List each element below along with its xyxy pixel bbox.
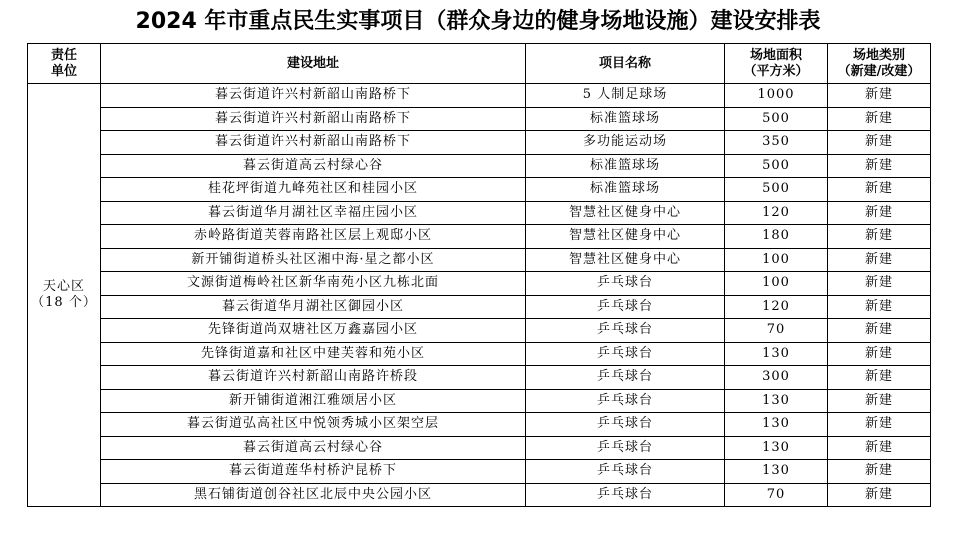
type-cell: 新建: [828, 201, 931, 225]
type-cell: 新建: [828, 366, 931, 390]
project-cell: 智慧社区健身中心: [526, 201, 725, 225]
table-row: [28, 272, 931, 296]
project-cell: 乒乓球台: [526, 460, 725, 484]
type-cell: 新建: [828, 319, 931, 343]
address-cell: 先锋街道嘉和社区中建芙蓉和苑小区: [101, 342, 526, 366]
project-cell: 乒乓球台: [526, 272, 725, 296]
table-row: [28, 483, 931, 507]
header-unit-line2: 单位: [50, 63, 77, 79]
table-row: [28, 154, 931, 178]
table-row: [28, 413, 931, 437]
project-cell: 乒乓球台: [526, 389, 725, 413]
type-cell: 新建: [828, 436, 931, 460]
address-cell: 暮云街道华月湖社区御园小区: [101, 295, 526, 319]
header-area-line1: 场地面积: [749, 47, 802, 63]
address-cell: 新开铺街道桥头社区湘中海·星之都小区: [101, 248, 526, 272]
address-cell: 暮云街道许兴村新韶山南路桥下: [101, 84, 526, 108]
area-cell: 500: [725, 107, 828, 131]
address-cell: 暮云街道高云村绿心谷: [101, 154, 526, 178]
project-cell: 标准篮球场: [526, 154, 725, 178]
project-cell: 乒乓球台: [526, 342, 725, 366]
type-cell: 新建: [828, 413, 931, 437]
area-cell: 500: [725, 154, 828, 178]
type-cell: 新建: [828, 483, 931, 507]
type-cell: 新建: [828, 342, 931, 366]
project-cell: 乒乓球台: [526, 366, 725, 390]
area-cell: 120: [725, 295, 828, 319]
address-cell: 暮云街道高云村绿心谷: [101, 436, 526, 460]
address-cell: 先锋街道尚双塘社区万鑫嘉园小区: [101, 319, 526, 343]
type-cell: 新建: [828, 272, 931, 296]
address-cell: 黑石铺街道创谷社区北辰中央公园小区: [101, 483, 526, 507]
page-title: 2024 年市重点民生实事项目（群众身边的健身场地设施）建设安排表: [135, 9, 821, 34]
project-cell: 智慧社区健身中心: [526, 248, 725, 272]
project-cell: 智慧社区健身中心: [526, 225, 725, 249]
area-cell: 100: [725, 272, 828, 296]
project-cell: 5 人制足球场: [526, 84, 725, 108]
area-cell: 130: [725, 436, 828, 460]
area-cell: 100: [725, 248, 828, 272]
schedule-table: [27, 43, 931, 507]
header-category-line2: （新建/改建）: [837, 63, 921, 79]
area-cell: 120: [725, 201, 828, 225]
project-cell: 标准篮球场: [526, 178, 725, 202]
header-row: [28, 44, 931, 84]
type-cell: 新建: [828, 295, 931, 319]
type-cell: 新建: [828, 154, 931, 178]
header-address: 建设地址: [101, 44, 526, 84]
table-row: [28, 366, 931, 390]
address-cell: 新开铺街道湘江雅颂居小区: [101, 389, 526, 413]
table-row: [28, 319, 931, 343]
type-cell: 新建: [828, 460, 931, 484]
table-row: [28, 178, 931, 202]
type-cell: 新建: [828, 225, 931, 249]
header-area-line2: （平方米）: [743, 63, 809, 79]
type-cell: 新建: [828, 178, 931, 202]
table-row: [28, 389, 931, 413]
project-cell: 标准篮球场: [526, 107, 725, 131]
area-cell: 130: [725, 413, 828, 437]
area-cell: 70: [725, 319, 828, 343]
type-cell: 新建: [828, 107, 931, 131]
address-cell: 暮云街道莲华村桥沪昆桥下: [101, 460, 526, 484]
type-cell: 新建: [828, 389, 931, 413]
table-row: [28, 225, 931, 249]
address-cell: 暮云街道弘高社区中悦领秀城小区架空层: [101, 413, 526, 437]
area-cell: 70: [725, 483, 828, 507]
table-row: [28, 460, 931, 484]
header-area: [725, 44, 828, 84]
address-cell: 暮云街道许兴村新韶山南路桥下: [101, 131, 526, 155]
table-row: [28, 84, 931, 108]
header-unit-line1: 责任: [50, 47, 77, 63]
table-row: [28, 131, 931, 155]
area-cell: 1000: [725, 84, 828, 108]
table-row: [28, 201, 931, 225]
type-cell: 新建: [828, 84, 931, 108]
header-category: [828, 44, 931, 84]
area-cell: 180: [725, 225, 828, 249]
project-cell: 乒乓球台: [526, 413, 725, 437]
table-row: [28, 436, 931, 460]
unit-cell: [28, 84, 101, 507]
header-project: 项目名称: [526, 44, 725, 84]
area-cell: 130: [725, 460, 828, 484]
project-cell: 乒乓球台: [526, 295, 725, 319]
project-cell: 多功能运动场: [526, 131, 725, 155]
area-cell: 130: [725, 389, 828, 413]
project-cell: 乒乓球台: [526, 319, 725, 343]
unit-name: 天心区: [42, 279, 85, 294]
type-cell: 新建: [828, 131, 931, 155]
area-cell: 130: [725, 342, 828, 366]
header-category-line1: 场地类别: [852, 47, 905, 63]
table-row: [28, 342, 931, 366]
address-cell: 文源街道梅岭社区新华南苑小区九栋北面: [101, 272, 526, 296]
table-body: [28, 84, 931, 507]
area-cell: 350: [725, 131, 828, 155]
table-row: [28, 107, 931, 131]
address-cell: 暮云街道许兴村新韶山南路桥下: [101, 107, 526, 131]
address-cell: 赤岭路街道芙蓉南路社区层上观邸小区: [101, 225, 526, 249]
area-cell: 500: [725, 178, 828, 202]
address-cell: 桂花坪街道九峰苑社区和桂园小区: [101, 178, 526, 202]
type-cell: 新建: [828, 248, 931, 272]
project-cell: 乒乓球台: [526, 483, 725, 507]
address-cell: 暮云街道华月湖社区幸福庄园小区: [101, 201, 526, 225]
area-cell: 300: [725, 366, 828, 390]
address-cell: 暮云街道许兴村新韶山南路许桥段: [101, 366, 526, 390]
table-row: [28, 295, 931, 319]
table-row: [28, 248, 931, 272]
unit-count: （18 个）: [31, 295, 97, 310]
header-unit: [28, 44, 101, 84]
project-cell: 乒乓球台: [526, 436, 725, 460]
